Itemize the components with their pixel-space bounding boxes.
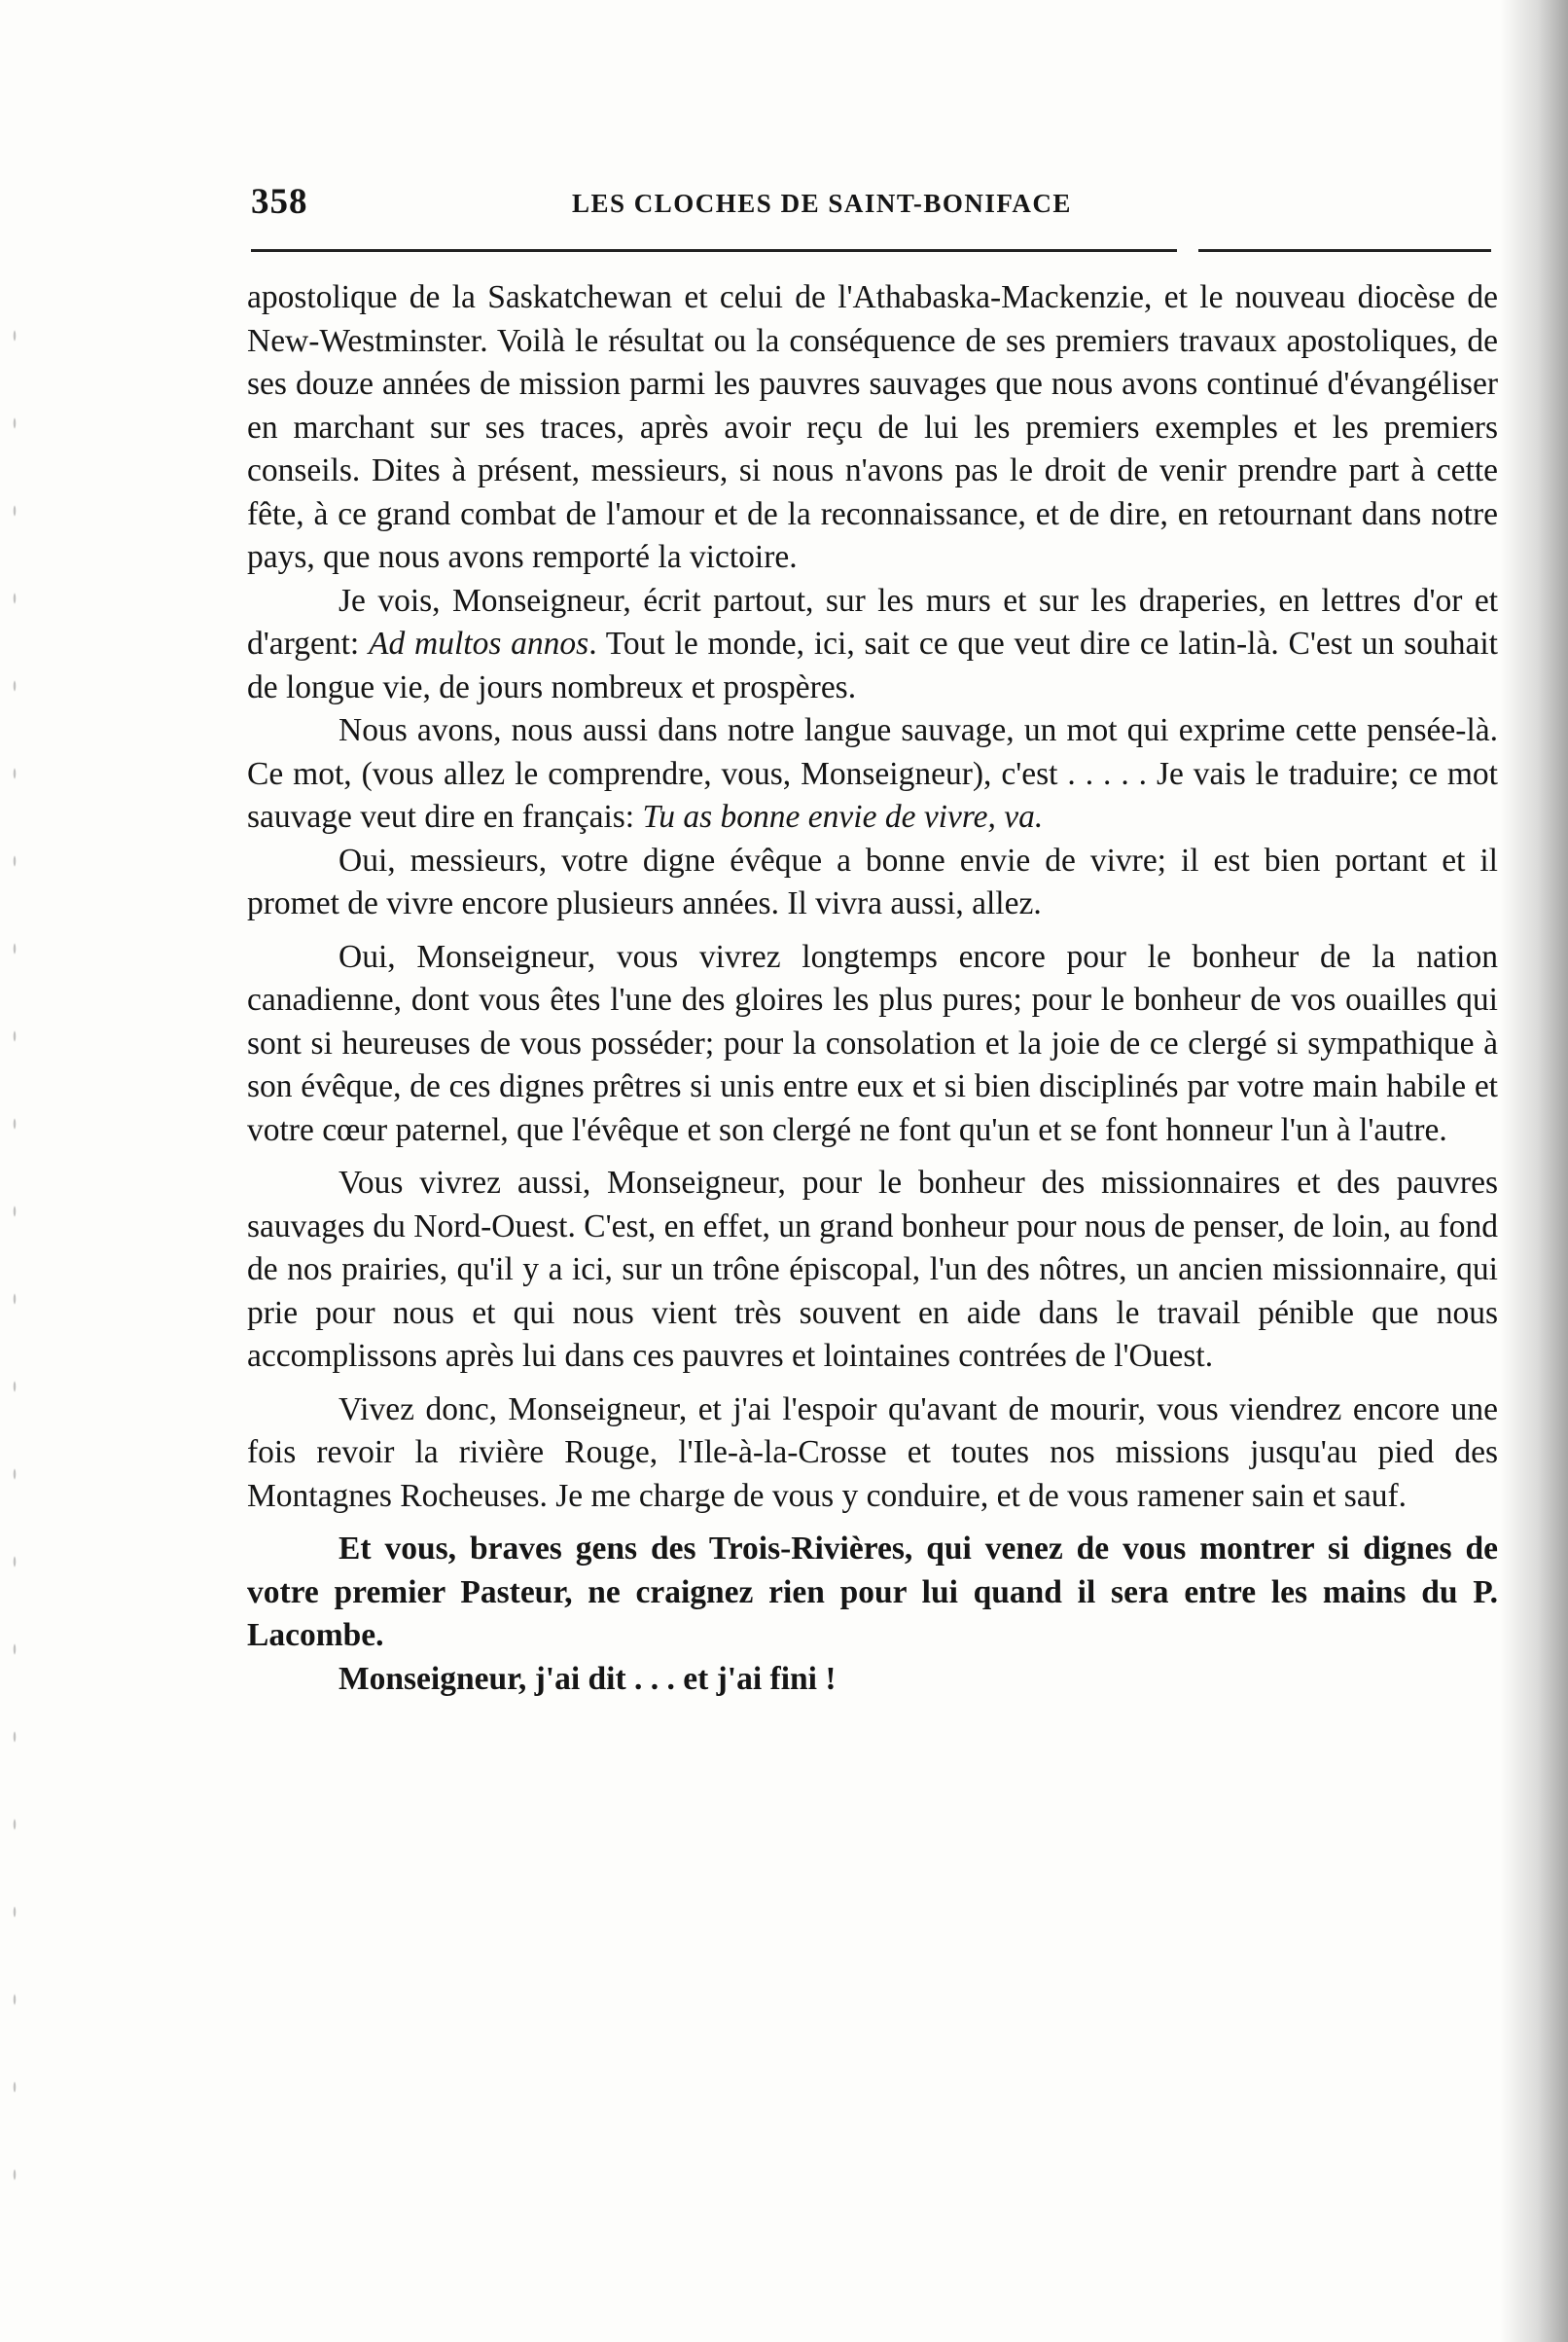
paragraph xyxy=(247,709,1498,840)
paragraph: apostolique de la Saskatchewan et celui de l'Athabaska-Mackenzie, et le nouveau diocèse de New-Westminster. Voilà le résultat ou la conséquence de ses premiers travaux apostoliques, de ses douze années de mission parmi les pauvres sauvages que nous avons continué d'évangéliser en marchant sur ses traces, après avoir reçu de lui les premiers exemples et les premiers conseils. Dites à présent, messieurs, si nous n'avons pas le droit de venir prendre part à cette fête, à ce grand combat de l'amour et de la reconnaissance, et de dire, en retournant dans notre pays, que nous avons remporté la victoire. xyxy=(247,279,1498,575)
closing-line: Monseigneur, j'ai dit . . . et j'ai fini ! xyxy=(339,1660,837,1697)
scan-noise xyxy=(4,292,25,2238)
paragraph: Vivez donc, Monseigneur, et j'ai l'espoir qu'avant de mourir, vous viendrez encore une fois revoir la rivière Rouge, l'Ile-à-la-Crosse et toutes nos missions jusqu'au pied des Montagnes Rocheuses. Je me charge de vous y conduire, et de vous ramener sain et sauf. xyxy=(247,1390,1498,1514)
header-rule xyxy=(251,249,1491,252)
paragraph-text: . Tout le monde, ici, sait ce que veut dire ce latin-là. C'est un souhait de longue vie, de jours nombreux et prospères. xyxy=(247,626,1498,705)
paragraph: Et vous, braves gens des Trois-Rivières, qui venez de vous montrer si dignes de votre premier Pasteur, ne craignez rien pour lui quand il sera entre les mains du P. Lacombe. xyxy=(247,1531,1498,1653)
header-rule-gap xyxy=(1177,245,1198,255)
translated-phrase: Tu as bonne envie de vivre, va. xyxy=(642,799,1044,835)
paragraph: Oui, messieurs, votre digne évêque a bonne envie de vivre; il est bien portant et il promet de vivre encore plusieurs années. Il vivra aussi, allez. xyxy=(247,842,1498,921)
running-title: LES CLOCHES DE SAINT-BONIFACE xyxy=(572,189,1072,218)
latin-phrase: Ad multos annos xyxy=(369,626,589,662)
page-number: 358 xyxy=(251,182,308,222)
paragraph-text: Je vois, Monseigneur, écrit partout, sur les murs et sur les draperies, en lettres d'or et d'argent: xyxy=(247,582,1498,662)
paragraph: Oui, Monseigneur, vous vivrez longtemps encore pour le bonheur de la nation canadienne, dont vous êtes l'une des gloires les plus pures; pour le bonheur de vos ouailles qui sont si heureuses de vous posséder; pour la consolation et la joie de ce clergé si sympathique à son évêque, de ces dignes prêtres si unis entre eux et si bien disciplinés par votre main habile et votre cœur paternel, que l'évêque et son clergé ne font qu'un et se font honneur l'un à l'autre. xyxy=(247,938,1498,1148)
paragraph: Vous vivrez aussi, Monseigneur, pour le bonheur des missionnaires et des pauvres sauvages du Nord-Ouest. C'est, en effet, un grand bonheur pour nous de penser, de loin, au fond de nos prairies, qu'il y a ici, sur un trône épiscopal, l'un des nôtres, un ancien missionnaire, qui prie pour nous et qui nous vient très souvent en aide dans le travail pénible que nous accomplissons après lui dans ces pauvres et lointaines contrées de l'Ouest. xyxy=(247,1165,1498,1374)
paragraph-text: Nous avons, nous aussi dans notre langue sauvage, un mot qui exprime cette pensée-là. Ce mot, (vous allez le comprendre, vous, Monseigneur), c'est . . . . . Je vais le traduire; ce mot sauvage veut dire en français: xyxy=(247,712,1498,835)
body-text xyxy=(247,276,1498,1701)
paragraph xyxy=(247,580,1498,710)
page-header xyxy=(251,181,1493,230)
page-edge-shadow xyxy=(1500,0,1568,2342)
